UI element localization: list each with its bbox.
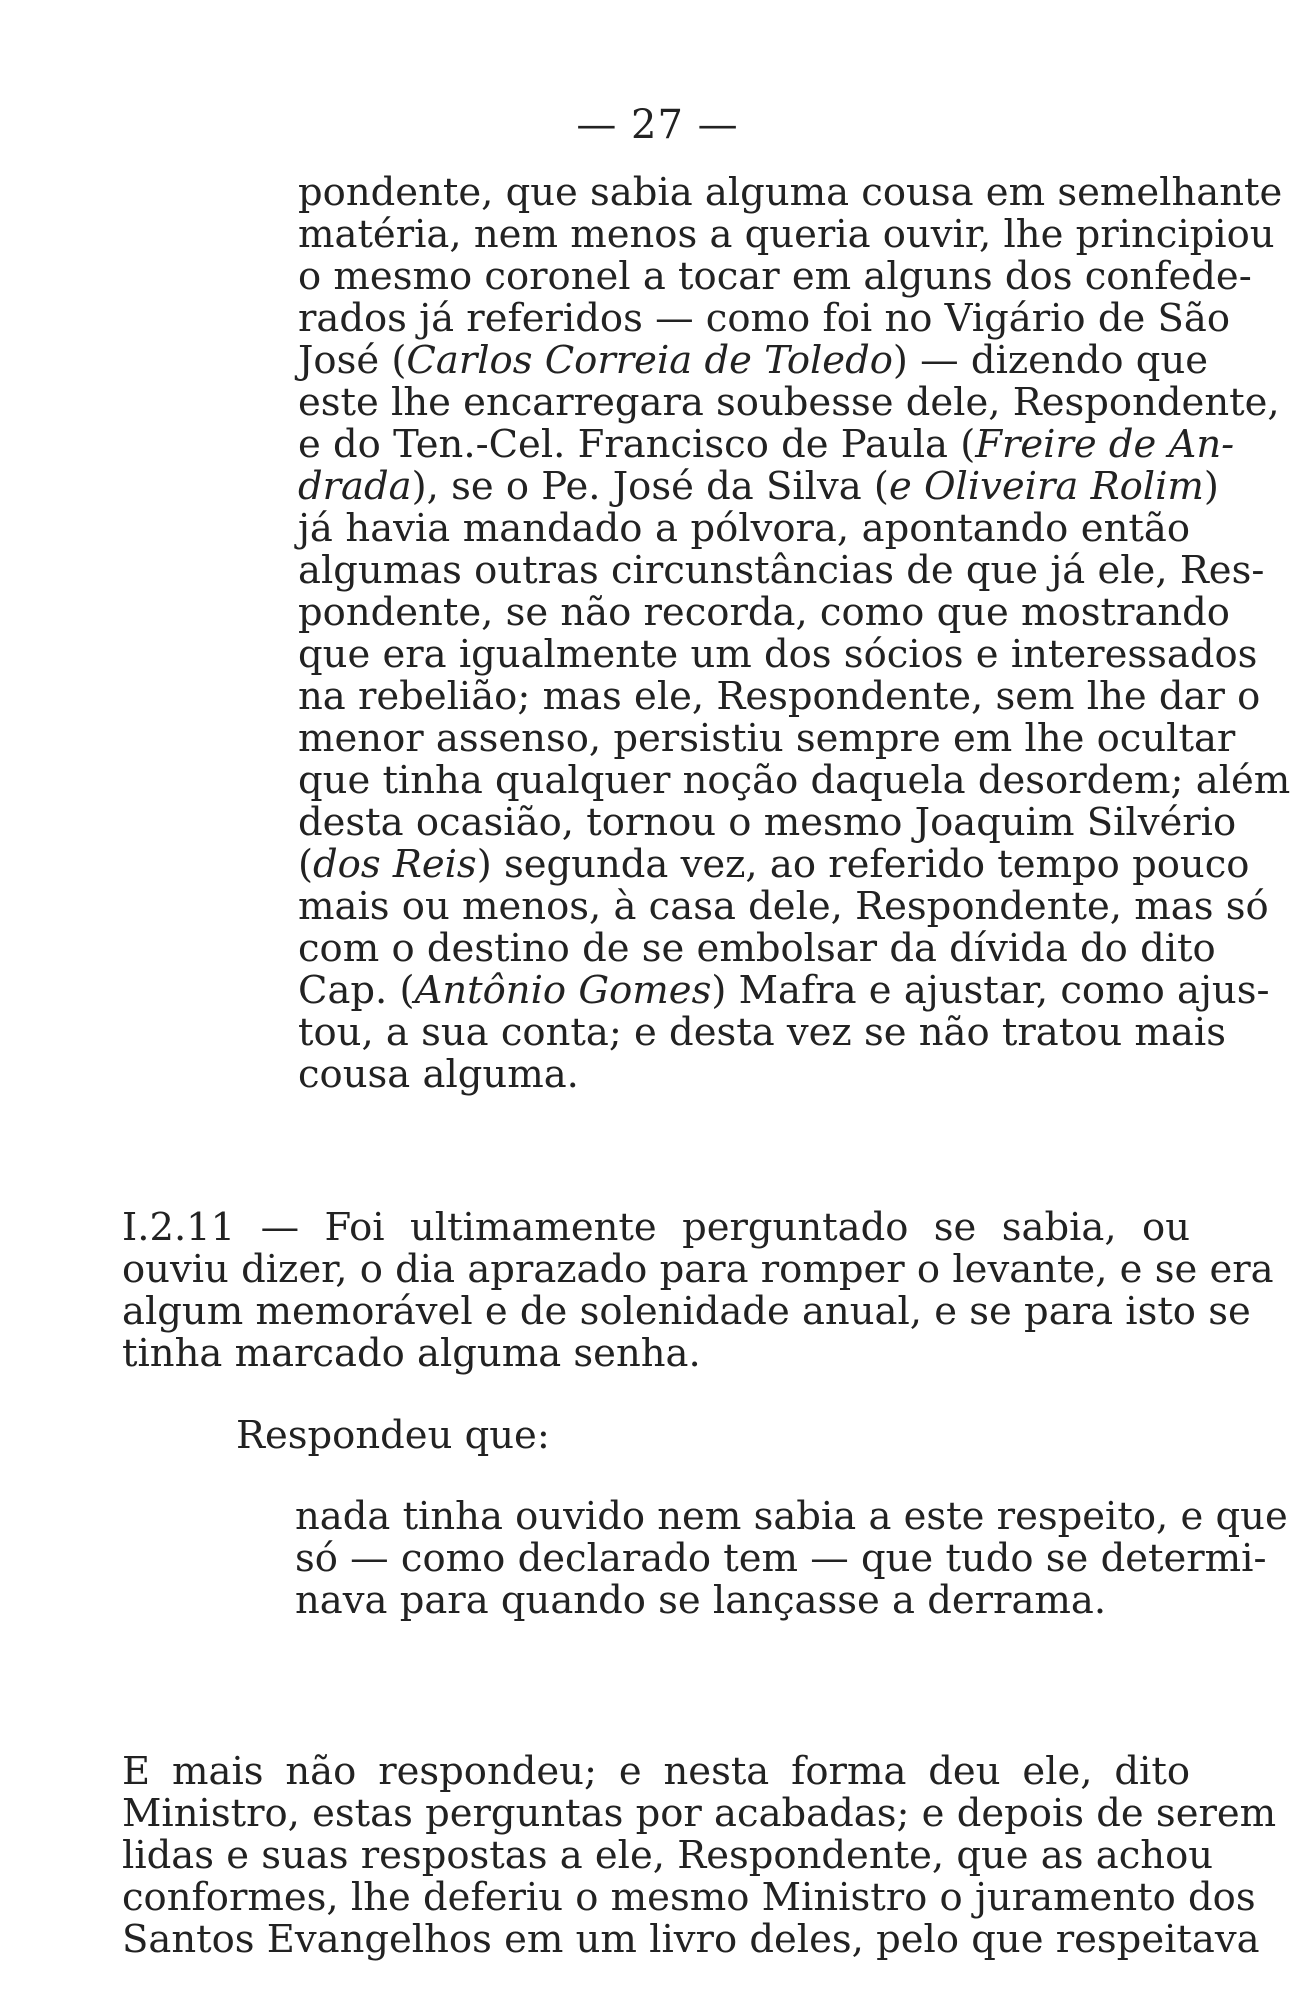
text-line: conformes, lhe deferiu o mesmo Ministro o juramento dos — [122, 1875, 1256, 1920]
text-line: Santos Evangelhos em um livro deles, pelo que respeitava — [122, 1917, 1260, 1962]
text-line: José (Carlos Correia de Toledo) — dizendo que — [298, 338, 1209, 383]
reply-label-text: Respondeu que: — [236, 1413, 550, 1458]
answer-paragraph — [295, 1494, 1288, 1623]
text-line: que tinha qualquer noção daquela desordem; além — [298, 758, 1291, 803]
text-line: com o destino de se embolsar da dívida do dito — [298, 926, 1216, 971]
text-line: I.2.11 — Foi ultimamente perguntado se sabia, ou — [122, 1205, 1190, 1250]
text-line: lidas e suas respostas a ele, Respondente, que as achou — [122, 1833, 1214, 1878]
text-line: menor assenso, persistiu sempre em lhe ocultar — [298, 716, 1236, 761]
text-line: pondente, que sabia alguma cousa em semelhante — [298, 170, 1283, 215]
text-line: só — como declarado tem — que tudo se determi- — [295, 1536, 1267, 1581]
text-line: algumas outras circunstâncias de que já ele, Res- — [298, 548, 1265, 593]
text-line: e do Ten.-Cel. Francisco de Paula (Freire de An- — [298, 422, 1235, 467]
text-line: Cap. (Antônio Gomes) Mafra e ajustar, como ajus- — [298, 968, 1270, 1013]
text-line: já havia mandado a pólvora, apontando então — [298, 506, 1190, 551]
text-line: na rebelião; mas ele, Respondente, sem lhe dar o — [298, 674, 1261, 719]
text-line: que era igualmente um dos sócios e interessados — [298, 632, 1258, 677]
text-line: este lhe encarregara soubesse dele, Respondente, — [298, 380, 1280, 425]
text-line: tinha marcado alguma senha. — [122, 1331, 701, 1376]
text-line: E mais não respondeu; e nesta forma deu ele, dito — [122, 1749, 1190, 1794]
text-line: desta ocasião, tornou o mesmo Joaquim Silvério — [298, 800, 1237, 845]
text-line: pondente, se não recorda, como que mostrando — [298, 590, 1230, 635]
text-line: o mesmo coronel a tocar em alguns dos confede- — [298, 254, 1252, 299]
text-line: algum memorável e de solenidade anual, e se para isto se — [122, 1289, 1251, 1334]
text-line: tou, a sua conta; e desta vez se não tratou mais — [298, 1010, 1226, 1055]
closing-paragraph — [122, 1749, 1277, 1962]
testimony-paragraph — [298, 170, 1291, 1097]
reply-label — [236, 1415, 1190, 1457]
text-line: rados já referidos — como foi no Vigário de São — [298, 296, 1231, 341]
text-line: matéria, nem menos a queria ouvir, lhe principiou — [298, 212, 1275, 257]
text-line: drada), se o Pe. José da Silva (e Oliveira Rolim) — [298, 464, 1219, 509]
page-number: — 27 — — [576, 102, 739, 148]
text-line: ouviu dizer, o dia aprazado para romper o levante, e se era — [122, 1247, 1274, 1292]
text-line: nava para quando se lançasse a derrama. — [295, 1578, 1107, 1623]
text-line: cousa alguma. — [298, 1052, 579, 1097]
question-paragraph — [122, 1205, 1274, 1376]
text-line: (dos Reis) segunda vez, ao referido tempo pouco — [298, 842, 1250, 887]
text-line: Ministro, estas perguntas por acabadas; e depois de serem — [122, 1791, 1277, 1836]
text-line: nada tinha ouvido nem sabia a este respeito, e que — [295, 1494, 1288, 1539]
text-line: mais ou menos, à casa dele, Respondente, mas só — [298, 884, 1269, 929]
